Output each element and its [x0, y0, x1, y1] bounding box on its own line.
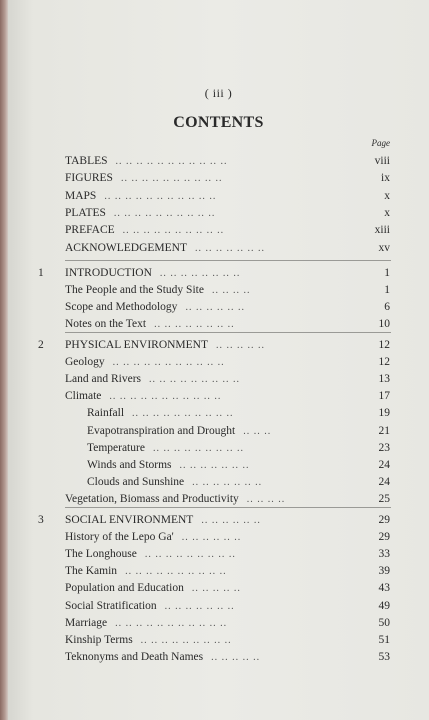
- contents-title: CONTENTS: [173, 114, 264, 131]
- entry-page-number: ix: [381, 172, 390, 185]
- leader-dots: .. .. .. .. .. ..: [201, 514, 261, 526]
- toc-front-matter-entry: [8, 170, 429, 187]
- toc-section-entry: [8, 546, 429, 563]
- entry-page-number: x: [384, 206, 390, 219]
- entry-label: Temperature: [87, 441, 145, 454]
- toc-front-matter-entry: [8, 153, 429, 170]
- entry-page-number: 43: [378, 582, 390, 595]
- entry-label: The People and the Study Site: [65, 284, 204, 296]
- entry-label: Climate: [65, 390, 102, 403]
- leader-dots: .. .. .. .. .. .. .. .. ..: [140, 635, 232, 646]
- toc-subsection-entry: [8, 423, 429, 440]
- entry-label: Population and Education: [65, 582, 184, 595]
- entry-label: Teknonyms and Death Names: [65, 651, 204, 664]
- toc-chapter-entry: [8, 337, 429, 354]
- entry-label: Scope and Methodology: [65, 301, 178, 314]
- leader-dots: .. .. .. .. .. ..: [185, 302, 245, 314]
- leader-dots: .. .. .. .. .. .. .. .. ..: [144, 549, 236, 560]
- toc-section-entry: [8, 580, 429, 597]
- entry-page-number: 24: [378, 459, 390, 471]
- section-divider: [65, 507, 391, 508]
- leader-dots: .. .. .. .. .. .. .. .. .. ..: [120, 173, 223, 185]
- leader-dots: .. .. .. .. .. .. .. ..: [154, 319, 235, 331]
- entry-page-number: 13: [378, 373, 390, 385]
- section-divider: [65, 332, 391, 333]
- toc-subsection-entry: [8, 457, 429, 474]
- entry-label: FIGURES: [65, 172, 113, 185]
- entry-label: SOCIAL ENVIRONMENT: [65, 513, 194, 526]
- entry-page-number: 19: [378, 407, 390, 420]
- entry-page-number: 1: [384, 284, 390, 296]
- toc-subsection-entry: [8, 440, 429, 457]
- entry-label: Social Stratification: [65, 599, 157, 612]
- entry-label: ACKNOWLEDGEMENT: [65, 241, 188, 254]
- entry-page-number: 29: [378, 513, 390, 526]
- entry-page-number: 25: [378, 493, 390, 506]
- leader-dots: .. .. .. ..: [211, 285, 251, 296]
- entry-label: The Kamin: [65, 565, 118, 578]
- toc-section-entry: [8, 563, 429, 580]
- leader-dots: .. .. .. .. .. .. .. ..: [159, 267, 241, 279]
- entry-label: Rainfall: [87, 407, 125, 420]
- entry-page-number: 24: [378, 476, 390, 489]
- toc-front-matter-entry: [8, 188, 429, 205]
- entry-page-number: 23: [378, 441, 390, 454]
- chapter-number: 3: [38, 513, 44, 526]
- entry-label: PLATES: [65, 206, 106, 219]
- chapter-number: 2: [38, 338, 44, 351]
- leader-dots: .. .. .. .. .. .. .. .. .. ..: [132, 408, 234, 420]
- entry-page-number: 33: [378, 548, 390, 560]
- entry-label: Evapotranspiration and Drought: [87, 424, 236, 437]
- leader-dots: .. .. .. .. .. .. ..: [179, 460, 250, 471]
- entry-page-number: 50: [378, 616, 390, 629]
- leader-dots: .. .. .. .. .. .. .. .. .. .. ..: [104, 190, 217, 202]
- entry-label: The Longhouse: [65, 548, 137, 560]
- entry-label: Land and Rivers: [65, 373, 142, 385]
- entry-page-number: 51: [378, 634, 390, 646]
- toc-section-entry: [8, 529, 429, 546]
- leader-dots: .. .. .. .. .. .. ..: [195, 242, 266, 254]
- toc-chapter-entry: [8, 512, 429, 529]
- leader-dots: .. .. ..: [243, 425, 272, 437]
- toc-subsection-entry: [8, 474, 429, 491]
- entry-page-number: 1: [384, 266, 390, 279]
- entry-label: MAPS: [65, 189, 97, 202]
- leader-dots: .. .. .. ..: [246, 494, 286, 506]
- entry-page-number: x: [384, 189, 390, 202]
- leader-dots: .. .. .. .. .. .. .. .. .. .. ..: [109, 391, 222, 403]
- entry-label: PREFACE: [65, 224, 115, 237]
- toc-section-entry: [8, 282, 429, 299]
- entry-label: Notes on the Text: [65, 318, 147, 331]
- entry-label: INTRODUCTION: [65, 266, 152, 279]
- entry-label: Kinship Terms: [65, 634, 133, 646]
- entry-page-number: 17: [378, 390, 390, 403]
- entry-page-number: 29: [378, 530, 390, 543]
- leader-dots: .. .. .. .. ..: [191, 583, 241, 595]
- entry-label: PHYSICAL ENVIRONMENT: [65, 338, 209, 351]
- leader-dots: .. .. .. .. .. .. .. .. .. .. ..: [115, 617, 228, 629]
- leader-dots: .. .. .. .. ..: [216, 339, 266, 351]
- entry-label: Winds and Storms: [87, 459, 172, 471]
- entry-label: Vegetation, Biomass and Productivity: [65, 493, 239, 506]
- section-divider: [65, 260, 391, 261]
- entry-label: Geology: [65, 355, 105, 368]
- entry-page-number: 53: [378, 651, 390, 664]
- toc-section-entry: [8, 632, 429, 649]
- toc-subsection-entry: [8, 405, 429, 422]
- roman-page-number: ( iii ): [204, 86, 233, 100]
- leader-dots: .. .. .. .. .. .. ..: [192, 477, 263, 489]
- contents-page: [8, 0, 429, 720]
- leader-dots: .. .. .. .. .. .. .. .. .. ..: [122, 225, 225, 237]
- toc-section-entry: [8, 354, 429, 371]
- toc-front-matter-entry: [8, 240, 429, 257]
- toc-section-entry: [8, 598, 429, 615]
- entry-label: TABLES: [65, 155, 108, 167]
- toc-section-entry: [8, 371, 429, 388]
- leader-dots: .. .. .. .. .. .. .. .. .. .. ..: [115, 156, 228, 167]
- leader-dots: .. .. .. .. .. .. .. .. ..: [152, 442, 244, 454]
- leader-dots: .. .. .. .. .. ..: [181, 531, 242, 543]
- toc-front-matter-entry: [8, 205, 429, 222]
- entry-page-number: 10: [378, 318, 390, 331]
- entry-page-number: 39: [378, 565, 390, 578]
- leader-dots: .. .. .. .. .. .. .. .. .. ..: [125, 566, 227, 578]
- toc-section-entry: [8, 649, 429, 666]
- chapter-number: 1: [38, 266, 44, 279]
- entry-page-number: xiii: [374, 224, 390, 237]
- entry-page-number: viii: [374, 155, 390, 167]
- leader-dots: .. .. .. .. .. .. .. .. .. ..: [113, 207, 216, 219]
- toc-section-entry: [8, 299, 429, 316]
- entry-label: Marriage: [65, 616, 108, 629]
- toc-section-entry: [8, 615, 429, 632]
- toc-section-entry: [8, 388, 429, 405]
- entry-page-number: xv: [378, 241, 390, 254]
- entry-page-number: 12: [378, 338, 390, 351]
- book-spine-edge: [0, 0, 8, 720]
- leader-dots: .. .. .. .. .. .. ..: [164, 600, 235, 612]
- leader-dots: .. .. .. .. .. .. .. .. .. .. ..: [112, 356, 225, 368]
- toc-front-matter-entry: [8, 222, 429, 239]
- leader-dots: .. .. .. .. ..: [211, 652, 261, 664]
- entry-page-number: 6: [384, 301, 390, 314]
- page-column-heading: Page: [371, 138, 390, 148]
- entry-label: Clouds and Sunshine: [87, 476, 185, 489]
- entry-label: History of the Lepo Ga': [65, 530, 174, 543]
- entry-page-number: 12: [378, 355, 390, 368]
- toc-chapter-entry: [8, 265, 429, 282]
- entry-page-number: 21: [378, 424, 390, 437]
- entry-page-number: 49: [378, 599, 390, 612]
- leader-dots: .. .. .. .. .. .. .. .. ..: [149, 374, 241, 385]
